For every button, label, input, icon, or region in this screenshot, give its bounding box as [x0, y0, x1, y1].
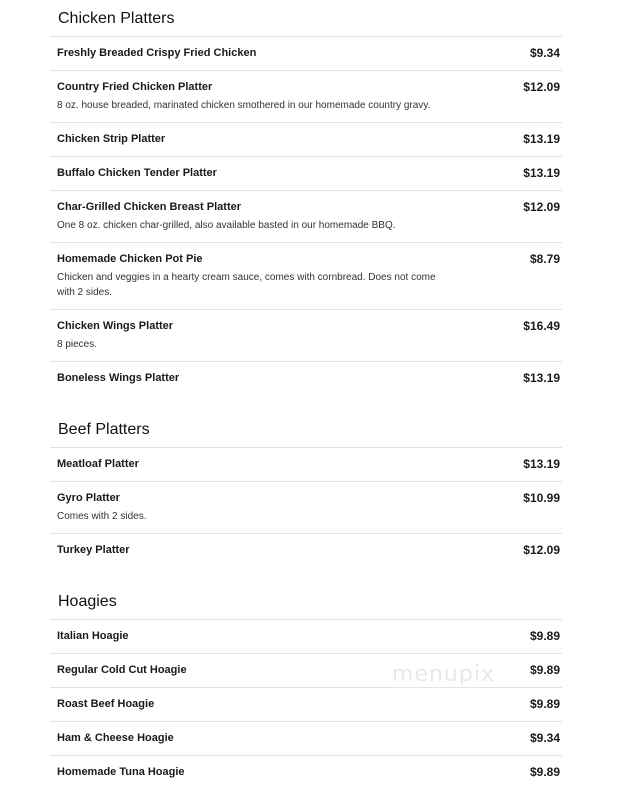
section-spacer: [50, 395, 562, 411]
item-price: $13.19: [523, 457, 560, 471]
menu-item[interactable]: [50, 309, 562, 361]
item-price: $10.99: [523, 491, 560, 505]
item-price: $13.19: [523, 371, 560, 385]
item-name: Ham & Cheese Hoagie: [57, 732, 174, 744]
menu-item[interactable]: [50, 122, 562, 156]
section-title: Chicken Platters: [58, 10, 175, 27]
item-name: Turkey Platter: [57, 544, 130, 556]
menu-item[interactable]: [50, 190, 562, 242]
item-name: Meatloaf Platter: [57, 458, 139, 470]
menu-section: [50, 0, 562, 395]
item-price: $9.89: [529, 765, 560, 779]
section-title: Hoagies: [58, 593, 117, 610]
item-price: $8.79: [529, 252, 560, 266]
item-name: Gyro Platter: [57, 492, 120, 504]
item-price: $12.09: [523, 200, 560, 214]
item-name: Freshly Breaded Crispy Fried Chicken: [57, 47, 257, 59]
menu-item[interactable]: [50, 721, 562, 755]
item-price: $12.09: [523, 80, 560, 94]
item-name: Regular Cold Cut Hoagie: [57, 664, 187, 676]
menu-section: [50, 411, 562, 567]
item-price: $13.19: [523, 132, 560, 146]
item-price: $9.34: [529, 731, 560, 745]
menu-item[interactable]: [50, 619, 562, 653]
section-spacer: [50, 567, 562, 583]
item-price: $9.34: [529, 46, 560, 60]
menu-item[interactable]: [50, 70, 562, 122]
item-name: Roast Beef Hoagie: [57, 698, 155, 710]
item-description: Chicken and veggies in a hearty cream sauce, comes with cornbread. Does not come with 2 sides.: [57, 272, 436, 298]
item-description: 8 oz. house breaded, marinated chicken smothered in our homemade country gravy.: [57, 100, 431, 111]
item-description: 8 pieces.: [57, 339, 98, 350]
menu-item[interactable]: [50, 156, 562, 190]
item-price: $12.09: [523, 543, 560, 557]
item-price: $9.89: [529, 629, 560, 643]
menu-item[interactable]: [50, 687, 562, 721]
item-price: $9.89: [529, 663, 560, 677]
item-name: Chicken Strip Platter: [57, 133, 166, 145]
menu-item[interactable]: [50, 36, 562, 70]
menu-item[interactable]: [50, 533, 562, 567]
item-name: Char-Grilled Chicken Breast Platter: [57, 201, 242, 213]
item-description: One 8 oz. chicken char-grilled, also available basted in our homemade BBQ.: [57, 220, 396, 231]
menu-item[interactable]: [50, 447, 562, 481]
item-name: Chicken Wings Platter: [57, 320, 174, 332]
item-price: $9.89: [529, 697, 560, 711]
item-price: $13.19: [523, 166, 560, 180]
item-name: Homemade Chicken Pot Pie: [57, 253, 203, 265]
item-name: Boneless Wings Platter: [57, 372, 180, 384]
menu-item[interactable]: [50, 481, 562, 533]
menu-item[interactable]: [50, 755, 562, 789]
watermark-logo: menupix: [392, 662, 495, 687]
menu-item[interactable]: [50, 361, 562, 395]
item-name: Italian Hoagie: [57, 630, 129, 642]
item-price: $16.49: [523, 319, 560, 333]
item-description: Comes with 2 sides.: [57, 511, 147, 522]
item-name: Buffalo Chicken Tender Platter: [57, 167, 217, 179]
menu-item[interactable]: [50, 242, 562, 309]
item-name: Homemade Tuna Hoagie: [57, 766, 185, 778]
item-name: Country Fried Chicken Platter: [57, 81, 213, 93]
section-title: Beef Platters: [58, 421, 150, 438]
